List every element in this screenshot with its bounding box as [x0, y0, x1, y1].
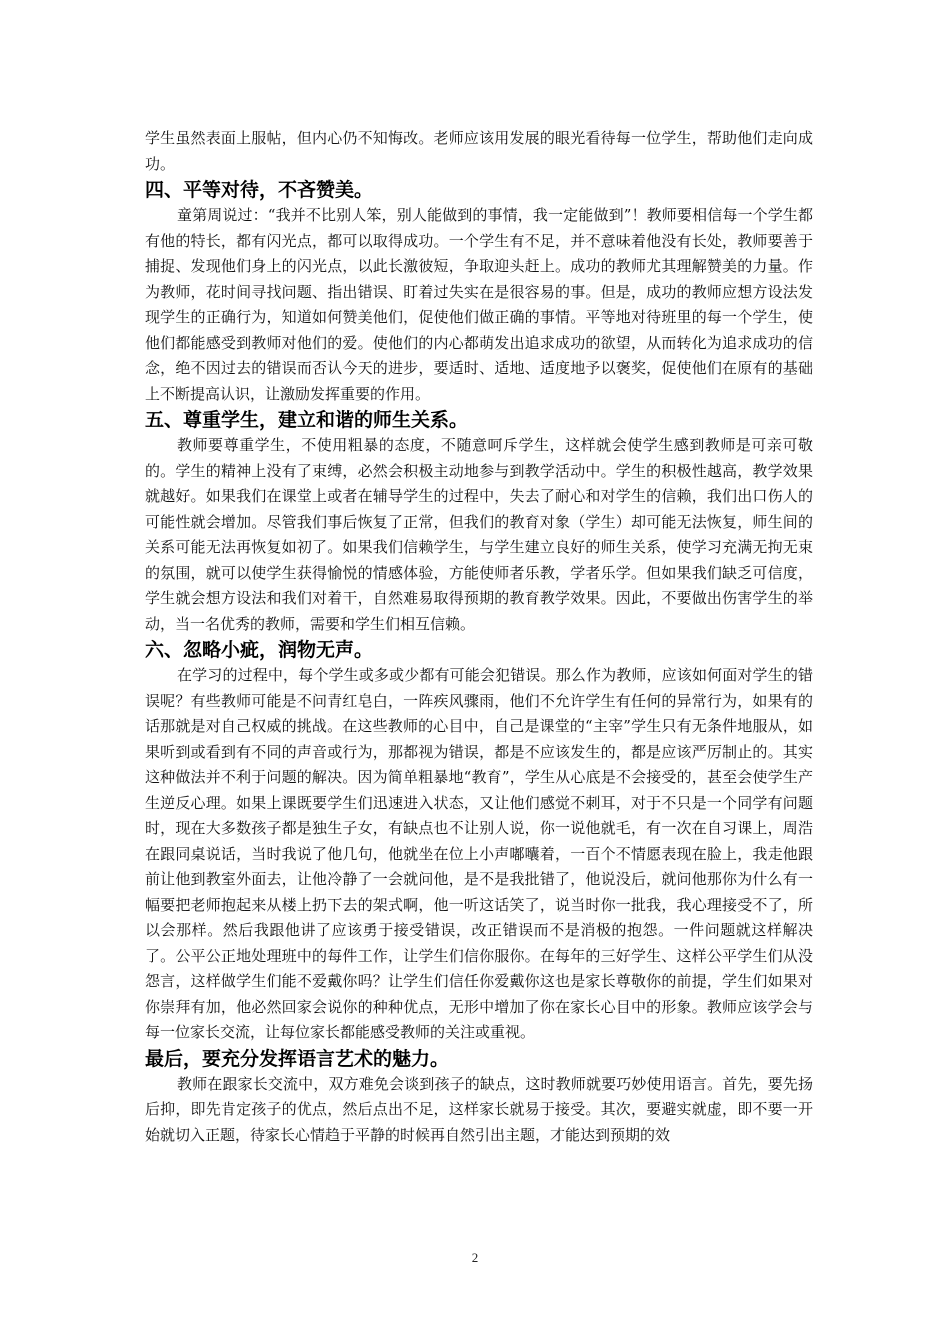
page-number: 2	[471, 1250, 479, 1265]
paragraph-continuation: 学生虽然表面上服帖，但内心仍不知悔改。老师应该用发展的眼光看待每一位学生，帮助他们走向成功。	[145, 129, 813, 173]
section-heading-5: 五、尊重学生，建立和谐的师生关系。	[145, 409, 469, 431]
document-page	[145, 126, 813, 1148]
section-heading-4: 四、平等对待，不吝赞美。	[145, 179, 374, 201]
section-body-6: 在学习的过程中，每个学生或多或少都有可能会犯错误。那么作为教师，应该如何面对学生的错误呢？有些教师可能是不问青红皂白，一阵疾风骤雨，他们不允许学生有任何的异常行为，如果有的话那就是对自己权威的挑战。在这些教师的心目中，自己是课堂的“主宰”学生只有无条件地服从，如果听到或看到有不同的声音或行为，那都视为错误，都是不应该发生的，都是应该严厉制止的。其实这种做法并不利于问题的解决。因为简单粗暴地“教育”，学生从心底是不会接受的，甚至会使学生产生逆反心理。如果上课既要学生们迅速进入状态，又让他们感觉不刺耳，对于不只是一个同学有问题时，现在大多数孩子都是独生子女，有缺点也不让别人说，你一说他就毛，有一次在自习课上，周浩在跟同桌说话，当时我说了他几句，他就坐在位上小声嘟囔着，一百个不情愿表现在脸上，我走他跟前让他到教室外面去，让他冷静了一会就问他，是不是我批错了，他说没后，就问他那你为什么有一幅要把老师抱起来从楼上扔下去的架式啊，他一听这话笑了，说当时你一批我，我心理接受不了，所以会那样。然后我跟他讲了应该勇于接受错误，改正错误而不是消极的抱怨。一件问题就这样解决了。公平公正地处理班中的每件工作，让学生们信你服你。在每年的三好学生、这样公平学生们从没怨言，这样做学生们能不爱戴你吗？让学生们信任你爱戴你这也是家长尊敬你的前提，学生们如果对你崇拜有加，他必然回家会说你的种种优点，无形中增加了你在家长心目中的形象。教师应该学会与每一位家长交流，让每位家长都能感受教师的关注或重视。	[145, 666, 813, 1041]
section-heading-6: 六、忽略小疵，润物无声。	[145, 639, 374, 661]
section-heading-last: 最后，要充分发挥语言艺术的魅力。	[145, 1047, 450, 1070]
section-body-5: 教师要尊重学生，不使用粗暴的态度，不随意呵斥学生，这样就会使学生感到教师是可亲可敬的。学生的精神上没有了束缚，必然会积极主动地参与到教学活动中。学生的积极性越高，教学效果就越好。如果我们在课堂上或者在辅导学生的过程中，失去了耐心和对学生的信赖，我们出口伤人的可能性就会增加。尽管我们事后恢复了正常，但我们的教育对象（学生）却可能无法恢复，师生间的关系可能无法再恢复如初了。如果我们信赖学生，与学生建立良好的师生关系，使学习充满无拘无束的氛围，就可以使学生获得愉悦的情感体验，方能使师者乐教，学者乐学。但如果我们缺乏可信度，学生就会想方设法和我们对着干，自然难易取得预期的教育教学效果。因此，不要做出伤害学生的举动，当一名优秀的教师，需要和学生们相互信赖。	[145, 436, 813, 633]
section-body-last: 教师在跟家长交流中，双方难免会谈到孩子的缺点，这时教师就要巧妙使用语言。首先，要先扬后抑，即先肯定孩子的优点，然后点出不足，这样家长就易于接受。其次，要避实就虚，即不要一开始就切入正题，待家长心情趋于平静的时候再自然引出主题，才能达到预期的效	[145, 1074, 813, 1144]
section-body-4: 童第周说过：“我并不比别人笨，别人能做到的事情，我一定能做到”！教师要相信每一个学生都有他的特长，都有闪光点，都可以取得成功。一个学生有不足，并不意味着他没有长处，教师要善于捕捉、发现他们身上的闪光点，以此长激彼短，争取迎头赶上。成功的教师尤其理解赞美的力量。作为教师，花时间寻找问题、指出错误、盯着过失实在是很容易的事。但是，成功的教师应想方设法发现学生的正确行为，知道如何赞美他们，促使他们做正确的事情。平等地对待班里的每一个学生，使他们都能感受到教师对他们的爱。使他们的内心都萌发出追求成功的欲望，从而转化为追求成功的信念，绝不因过去的错误而否认今天的进步，要适时、适地、适度地予以褒奖，促使他们在原有的基础上不断提高认识，让激励发挥重要的作用。	[145, 206, 813, 403]
